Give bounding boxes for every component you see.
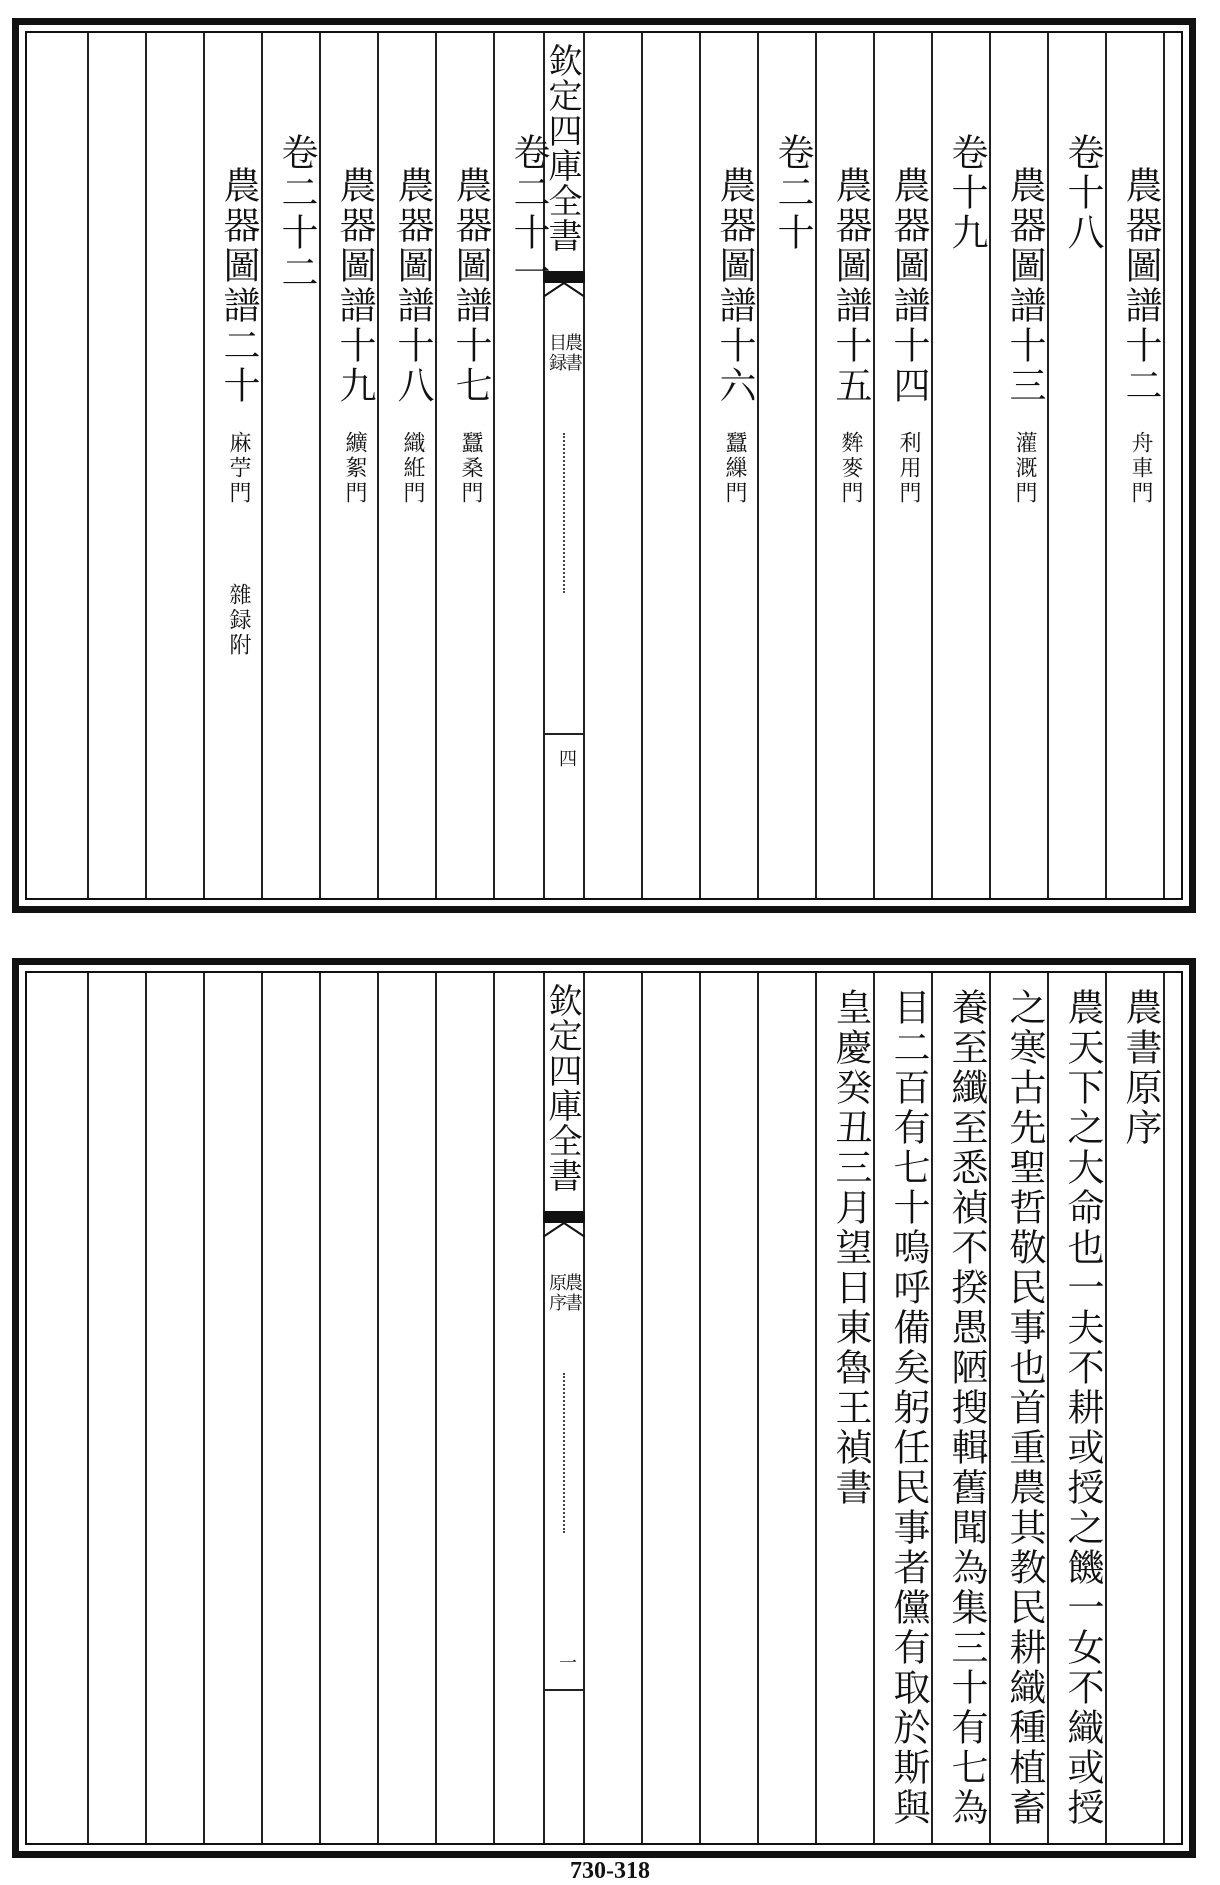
text-column: 農器圖譜十六 <box>713 166 756 406</box>
column-rule <box>493 33 495 898</box>
annotation-note: 灌溉門 <box>1012 431 1037 506</box>
column-rule <box>1105 973 1107 1843</box>
column-rule <box>873 33 875 898</box>
annotation-note: 蠶桑門 <box>458 431 483 506</box>
preface-column: 農天下之大命也一夫不耕或授之饑一女不織或授 <box>1061 988 1104 1828</box>
column-rule <box>815 33 817 898</box>
column-rule <box>1047 973 1049 1843</box>
column-rule <box>319 973 321 1843</box>
annotation-note: 麻苧門 <box>226 431 251 506</box>
column-rule <box>261 33 263 898</box>
margin-title: 農書 <box>562 1273 583 1313</box>
margin-section: 目録 <box>546 333 567 373</box>
text-column: 卷十八 <box>1061 133 1104 253</box>
annotation-note: 利用門 <box>896 431 921 506</box>
bottom-page <box>12 958 1196 1858</box>
text-column: 卷二十 <box>771 133 814 253</box>
column-rule <box>261 973 263 1843</box>
column-rule <box>203 973 205 1843</box>
column-rule <box>873 973 875 1843</box>
preface-title: 農書原序 <box>1119 988 1162 1148</box>
column-rule <box>757 33 759 898</box>
fishtail-mark <box>543 1211 585 1237</box>
text-column: 卷十九 <box>945 133 988 253</box>
column-rule <box>377 33 379 898</box>
column-rule <box>699 973 701 1843</box>
text-column: 卷二十一 <box>507 133 550 293</box>
top-page <box>12 18 1196 913</box>
column-rule <box>319 33 321 898</box>
text-column: 卷二十二 <box>275 133 318 293</box>
bottom-page-frame <box>25 971 1183 1845</box>
column-rule <box>1105 33 1107 898</box>
column-rule <box>377 973 379 1843</box>
annotation-note: 麰麥門 <box>838 431 863 506</box>
annotation-note: 蠶繅門 <box>722 431 747 506</box>
annotation-note: 舟車門 <box>1128 431 1153 506</box>
text-column: 農器圖譜十五 <box>829 166 872 406</box>
column-rule <box>641 33 643 898</box>
book-title: 欽定四庫全書 <box>542 983 582 1193</box>
column-rule <box>989 33 991 898</box>
column-rule <box>1163 973 1165 1843</box>
annotation-note: 纊絮門 <box>342 431 367 506</box>
margin-section: 原序 <box>546 1273 567 1313</box>
column-rule <box>435 973 437 1843</box>
column-rule <box>1163 33 1165 898</box>
column-rule <box>1047 33 1049 898</box>
text-column: 農器圖譜十三 <box>1003 166 1046 406</box>
preface-signature: 皇慶癸丑三月望日東魯王禎書 <box>829 988 872 1508</box>
margin-title: 農書 <box>562 333 583 373</box>
leaf-number: 四 <box>556 749 577 769</box>
preface-column: 養至纖至悉禎不揆愚陋搜輯舊聞為集三十有七為 <box>945 988 988 1828</box>
page-number: 730-318 <box>570 1858 650 1884</box>
leaf-divider <box>545 1689 583 1691</box>
column-rule <box>641 973 643 1843</box>
column-rule <box>145 33 147 898</box>
column-rule <box>699 33 701 898</box>
leaf-divider <box>545 733 583 735</box>
annotation-note: 雜録附 <box>226 583 251 658</box>
column-rule <box>493 973 495 1843</box>
text-column: 農器圖譜十九 <box>333 166 376 406</box>
text-column: 農器圖譜十八 <box>391 166 434 406</box>
column-rule <box>87 33 89 898</box>
text-column: 農器圖譜十七 <box>449 166 492 406</box>
column-rule <box>931 973 933 1843</box>
annotation-note: 織絍門 <box>400 431 425 506</box>
column-rule <box>203 33 205 898</box>
column-rule <box>931 33 933 898</box>
column-rule <box>757 973 759 1843</box>
text-column: 農器圖譜十二 <box>1119 166 1162 406</box>
book-title: 欽定四庫全書 <box>542 43 582 253</box>
column-rule <box>145 973 147 1843</box>
column-rule <box>989 973 991 1843</box>
leaf-number: 一 <box>556 1653 577 1673</box>
margin-dots <box>563 433 565 593</box>
center-rule-right <box>583 973 585 1843</box>
text-column: 農器圖譜二十 <box>217 166 260 406</box>
column-rule <box>435 33 437 898</box>
preface-column: 目二百有七十嗚呼備矣躬任民事者儻有取於斯與 <box>887 988 930 1828</box>
text-column: 農器圖譜十四 <box>887 166 930 406</box>
preface-column: 之寒古先聖哲敬民事也首重農其教民耕織種植畜 <box>1003 988 1046 1828</box>
margin-dots <box>563 1373 565 1533</box>
column-rule <box>815 973 817 1843</box>
top-page-frame <box>25 31 1183 900</box>
column-rule <box>87 973 89 1843</box>
center-rule-right <box>583 33 585 898</box>
